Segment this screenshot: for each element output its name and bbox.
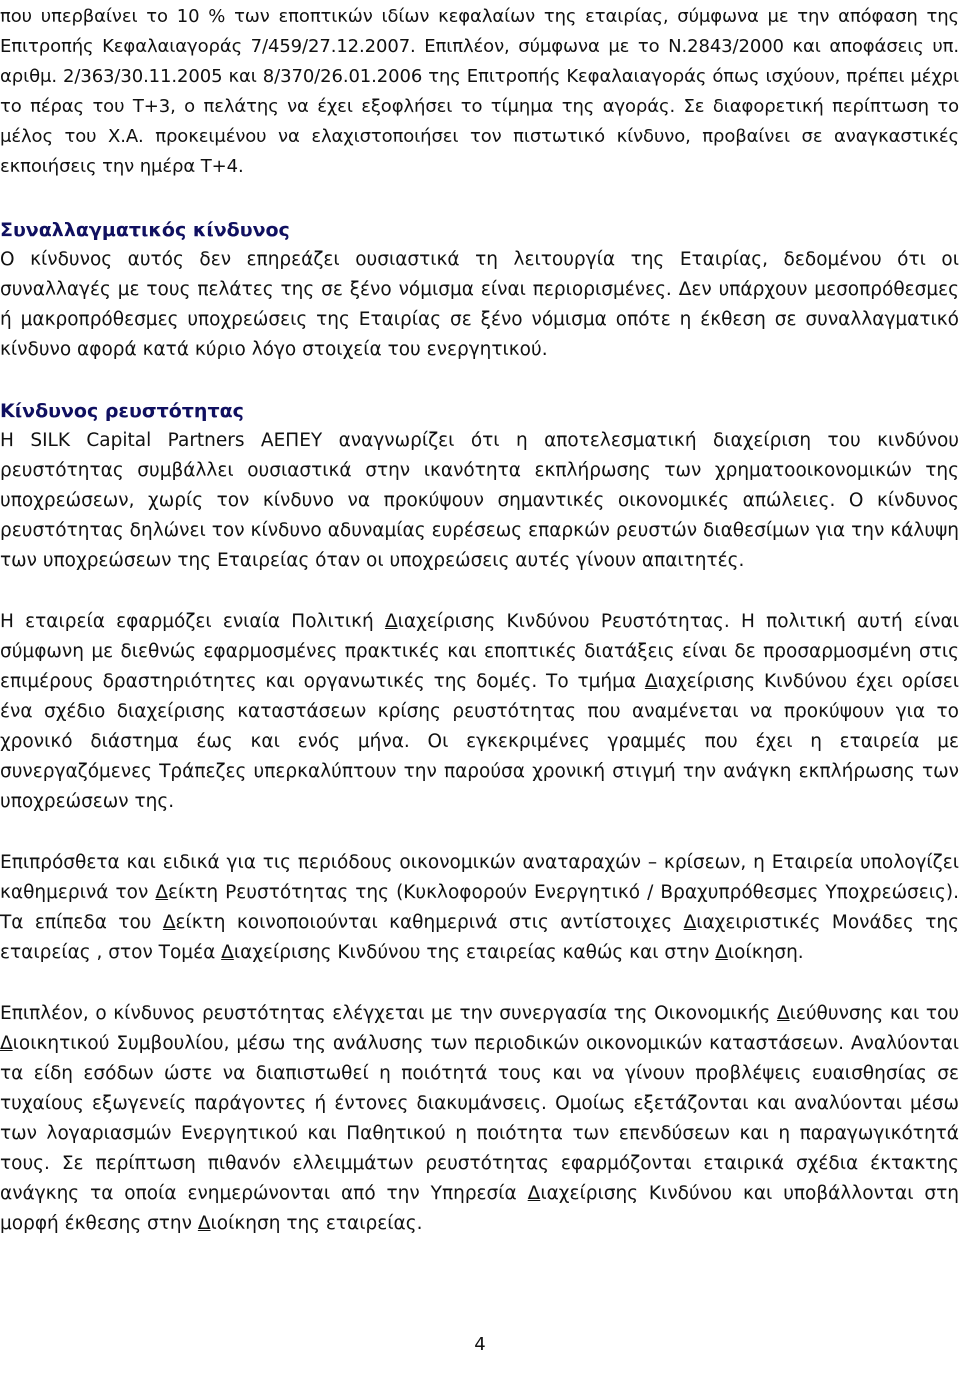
intro-text: που υπερβαίνει το 10 % των εποπτικών ιδίων κεφαλαίων της εταιρίας, σύμφωνα με την απόφαση της Επιτροπής Κεφαλαιαγοράς 7/459/27.12.2007. Επιπλέον, σύμφωνα με το Ν.2843/2000 και αποφάσεις υπ. αριθμ. 2/363/30.11.2005 και 8/370/26.01.2006 της Επιτροπής Κεφαλαιαγοράς όπως ισχύουν, πρέπει μέχρι το πέρας του Τ+3, ο πελάτης να έχει εξοφλήσει το τίμημα της αγοράς. Σε διαφορετική περίπτωση το μέλος του Χ.Α. προκειμένου να ελαχιστοποιήσει τον πιστωτικό κίνδυνο, προβαίνει σε αναγκαστικές εκποιήσεις την ημέρα Τ+4.	[0, 6, 959, 177]
index-text-6: ιοίκηση.	[727, 942, 804, 963]
index-text-5: ιαχείρισης Κινδύνου της εταιρείας καθώς και στην	[233, 942, 716, 963]
liquidity-risk-section	[0, 396, 959, 576]
monitoring-text-3: ιοικητικού Συμβουλίου, μέσω της ανάλυσης των περιοδικών οικονομικών καταστάσεων. Αναλύονται τα είδη εσόδων ώστε να διαπιστωθεί η ποιότητά τους και να γίνουν προβλέψεις ευαισθησίας σε τυχαίους εξωγενείς παράγοντες ή έντονες διακυμάνσεις. Ομοίως εξετάζονται και αναλύονται μέσω των λογαριασμών Ενεργητικού και Παθητικού η ποιότητα των επενδύσεων και η παραγωγικότητά τους. Σε περίπτωση πιθανόν ελλειμμάτων ρευστότητας εφαρμόζονται εταιρικά σχέδια έκτακτης ανάγκης τα οποία ενημερώνονται από την Υπηρεσία	[0, 1033, 959, 1204]
policy-underlined-2: Δ	[644, 671, 658, 692]
monitoring-text-1: Επιπλέον, ο κίνδυνος ρευστότητας ελέγχεται με την συνεργασία της Οικονομικής	[0, 1003, 777, 1024]
liquidity-risk-heading: Κίνδυνος ρευστότητας	[0, 400, 244, 422]
index-underlined-4: Δ	[221, 942, 234, 963]
monitoring-underlined-2: Δ	[0, 1033, 13, 1054]
index-underlined-5: Δ	[715, 942, 728, 963]
policy-underlined-1: Δ	[384, 611, 398, 632]
index-text-3: είκτη κοινοποιούνται καθημερινά στις αντίστοιχες	[175, 912, 684, 933]
page-number: 4	[474, 1334, 486, 1355]
monitoring-text-5: ιοίκηση της εταιρείας.	[210, 1213, 423, 1234]
index-underlined-1: Δ	[155, 882, 169, 903]
policy-text-1: Η εταιρεία εφαρμόζει ενιαία Πολιτική	[0, 611, 385, 632]
liquidity-risk-body: Η SILK Capital Partners ΑΕΠΕΥ αναγνωρίζει ότι η αποτελεσματική διαχείριση του κινδύνου ρευστότητας συμβάλλει ουσιαστικά στην ικανότητα εκπλήρωσης των χρηματοοικονομικών της υποχρεώσεων, χωρίς τον κίνδυνο να προκύψουν σημαντικές οικονομικές απώλειες. Ο κίνδυνος ρευστότητας δηλώνει τον κίνδυνο αδυναμίας ευρέσεως επαρκών ρευστών διαθεσίμων για την κάλυψη των υποχρεώσεων της Εταιρείας όταν οι υποχρεώσεις αυτές γίνουν απαιτητές.	[0, 430, 959, 571]
monitoring-underlined-3: Δ	[527, 1183, 541, 1204]
policy-text-2: ιαχείρισης Κινδύνου Ρευστότητας. Η πολιτική αυτή είναι σύμφωνη με διεθνώς εφαρμοσμένες πρακτικές και εποπτικές διατάξεις είναι δε προσαρμοσμένη στις επιμέρους δραστηριότητες και οργανωτικές της δομές. Το τμήμα	[0, 611, 959, 692]
index-text-1: Επιπρόσθετα και ειδικά για τις περιόδους οικονομικών αναταραχών – κρίσεων, η Εταιρεία υπολογίζει καθημερινά τον	[0, 852, 959, 903]
index-underlined-3: Δ	[683, 912, 697, 933]
liquidity-index-paragraph	[0, 848, 959, 968]
index-underlined-2: Δ	[162, 912, 176, 933]
monitoring-underlined-4: Δ	[197, 1213, 211, 1234]
monitoring-underlined-1: Δ	[776, 1003, 790, 1024]
policy-text-3: ιαχείρισης Κινδύνου έχει ορίσει ένα σχέδιο διαχείρισης καταστάσεων κρίσης ρευστότητας που αναμένεται να προκύψουν για το χρονικό διάστημα έως και ενός μήνα. Οι εγκεκριμένες γραμμές που έχει η εταιρεία με συνεργαζόμενες Τράπεζες υπερκαλύπτουν την παρούσα χρονική στιγμή την ανάγκη εκπλήρωσης των υποχρεώσεων της.	[0, 671, 959, 812]
liquidity-monitoring-paragraph	[0, 999, 959, 1239]
fx-risk-section	[0, 215, 959, 365]
fx-risk-heading: Συναλλαγματικός κίνδυνος	[0, 219, 290, 241]
liquidity-policy-paragraph	[0, 607, 959, 817]
index-text-4: ιαχειριστικές Μονάδες της εταιρείας , στον Τομέα	[0, 912, 959, 963]
index-text-2: είκτη Ρευστότητας της (Κυκλοφορούν Ενεργητικό / Βραχυπρόθεσμες Υποχρεώσεις). Τα επίπεδα του	[0, 882, 959, 933]
intro-paragraph	[0, 2, 959, 182]
monitoring-text-2: ιεύθυνσης και του	[789, 1003, 959, 1024]
fx-risk-body: Ο κίνδυνος αυτός δεν επηρεάζει ουσιαστικά τη λειτουργία της Εταιρίας, δεδομένου ότι οι συναλλαγές με τους πελάτες της σε ξένο νόμισμα είναι περιορισμένες. Δεν υπάρχουν μεσοπρόθεσμες ή μακροπρόθεσμες υποχρεώσεις της Εταιρίας σε ξένο νόμισμα οπότε η έκθεση σε συναλλαγματικό κίνδυνο αφορά κατά κύριο λόγο στοιχεία του ενεργητικού.	[0, 249, 959, 360]
monitoring-text-4: ιαχείρισης Κινδύνου και υποβάλλονται στη μορφή έκθεσης στην	[0, 1183, 960, 1234]
